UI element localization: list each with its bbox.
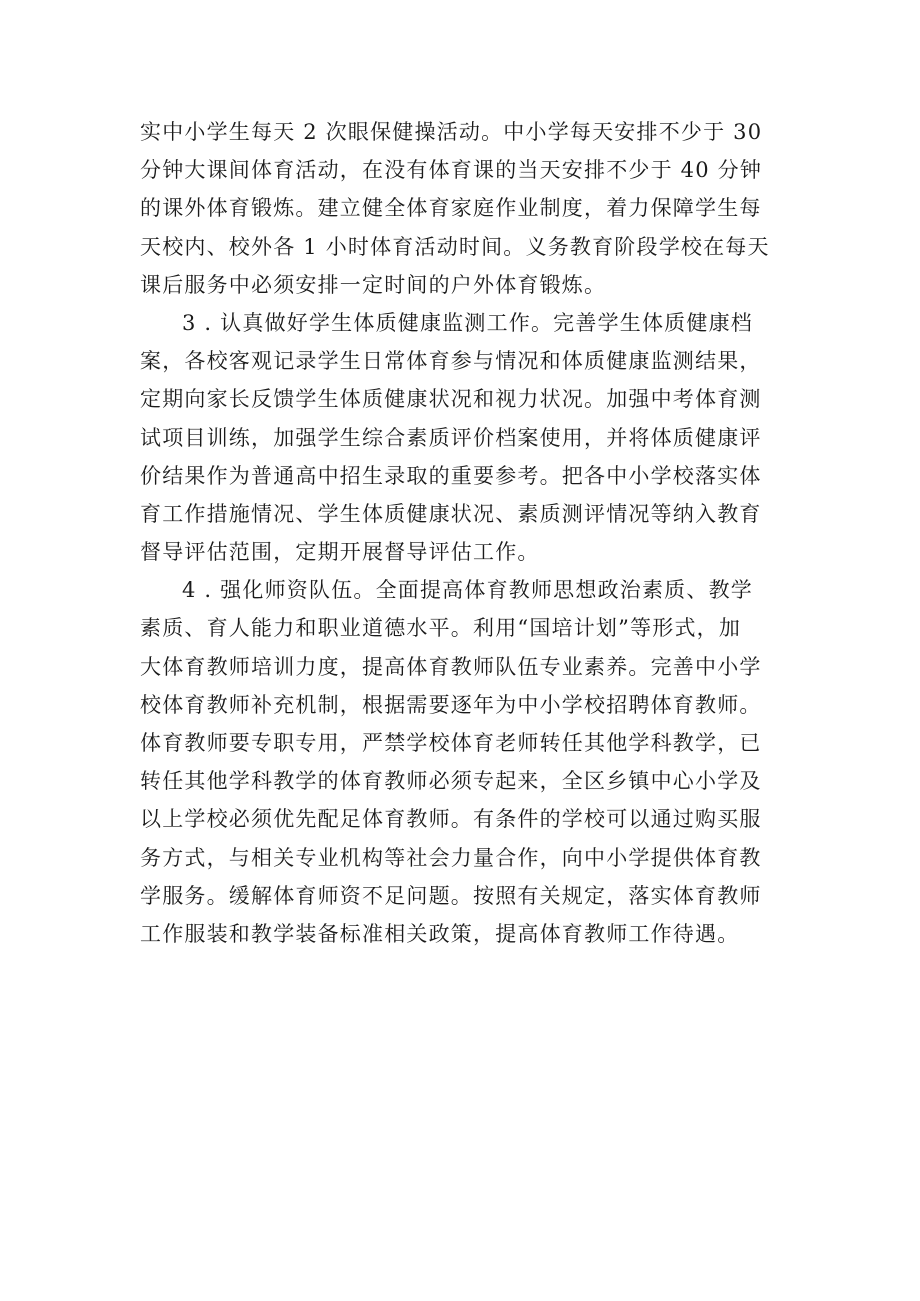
text-line: 天校内、校外各 1 小时体育活动时间。义务教育阶段学校在每天	[140, 234, 770, 259]
text-line: 课后服务中必须安排一定时间的户外体育锻炼。	[140, 272, 607, 297]
document-body	[140, 113, 780, 953]
section-4-first-line: 4 . 强化师资队伍。全面提高体育教师思想政治素质、教学	[182, 578, 753, 603]
text-line: 务方式，与相关专业机构等社会力量合作，向中小学提供体育教	[140, 845, 762, 870]
text-line: 试项目训练，加强学生综合素质评价档案使用，并将体质健康评	[140, 425, 762, 450]
text-line: 实中小学生每天 2 次眼保健操活动。中小学每天安排不少于 30	[140, 120, 763, 144]
text-line: 定期向家长反馈学生体质健康状况和视力状况。加强中考体育测	[140, 387, 762, 412]
text-line: 工作服装和教学装备标准相关政策，提高体育教师工作待遇。	[140, 921, 740, 946]
text-line: 素质、育人能力和职业道德水平。利用“国培计划”等形式，加	[140, 616, 742, 641]
text-line: 督导评估范围，定期开展督导评估工作。	[140, 540, 540, 565]
text-line: 体育教师要专职专用，严禁学校体育老师转任其他学科教学，已	[140, 731, 762, 755]
section-3-first-line: 3 . 认真做好学生体质健康监测工作。完善学生体质健康档	[182, 310, 753, 335]
text-line: 育工作措施情况、学生体质健康状况、素质测评情况等纳入教育	[140, 501, 762, 526]
text-line: 的课外体育锻炼。建立健全体育家庭作业制度，着力保障学生每	[140, 196, 762, 221]
text-line: 价结果作为普通高中招生录取的重要参考。把各中小学校落实体	[140, 463, 762, 488]
text-line: 校体育教师补充机制，根据需要逐年为中小学校招聘体育教师。	[140, 692, 762, 717]
text-line: 大体育教师培训力度，提高体育教师队伍专业素养。完善中小学	[140, 654, 762, 679]
text-line: 以上学校必须优先配足体育教师。有条件的学校可以通过购买服	[140, 807, 762, 832]
text-line: 案，各校客观记录学生日常体育参与情况和体质健康监测结果，	[140, 349, 762, 374]
text-line: 分钟大课间体育活动，在没有体育课的当天安排不少于 40 分钟	[140, 158, 763, 183]
text-line: 学服务。缓解体育师资不足问题。按照有关规定，落实体育教师	[140, 883, 762, 908]
text-line: 转任其他学科教学的体育教师必须专起来，全区乡镇中心小学及	[140, 769, 762, 794]
